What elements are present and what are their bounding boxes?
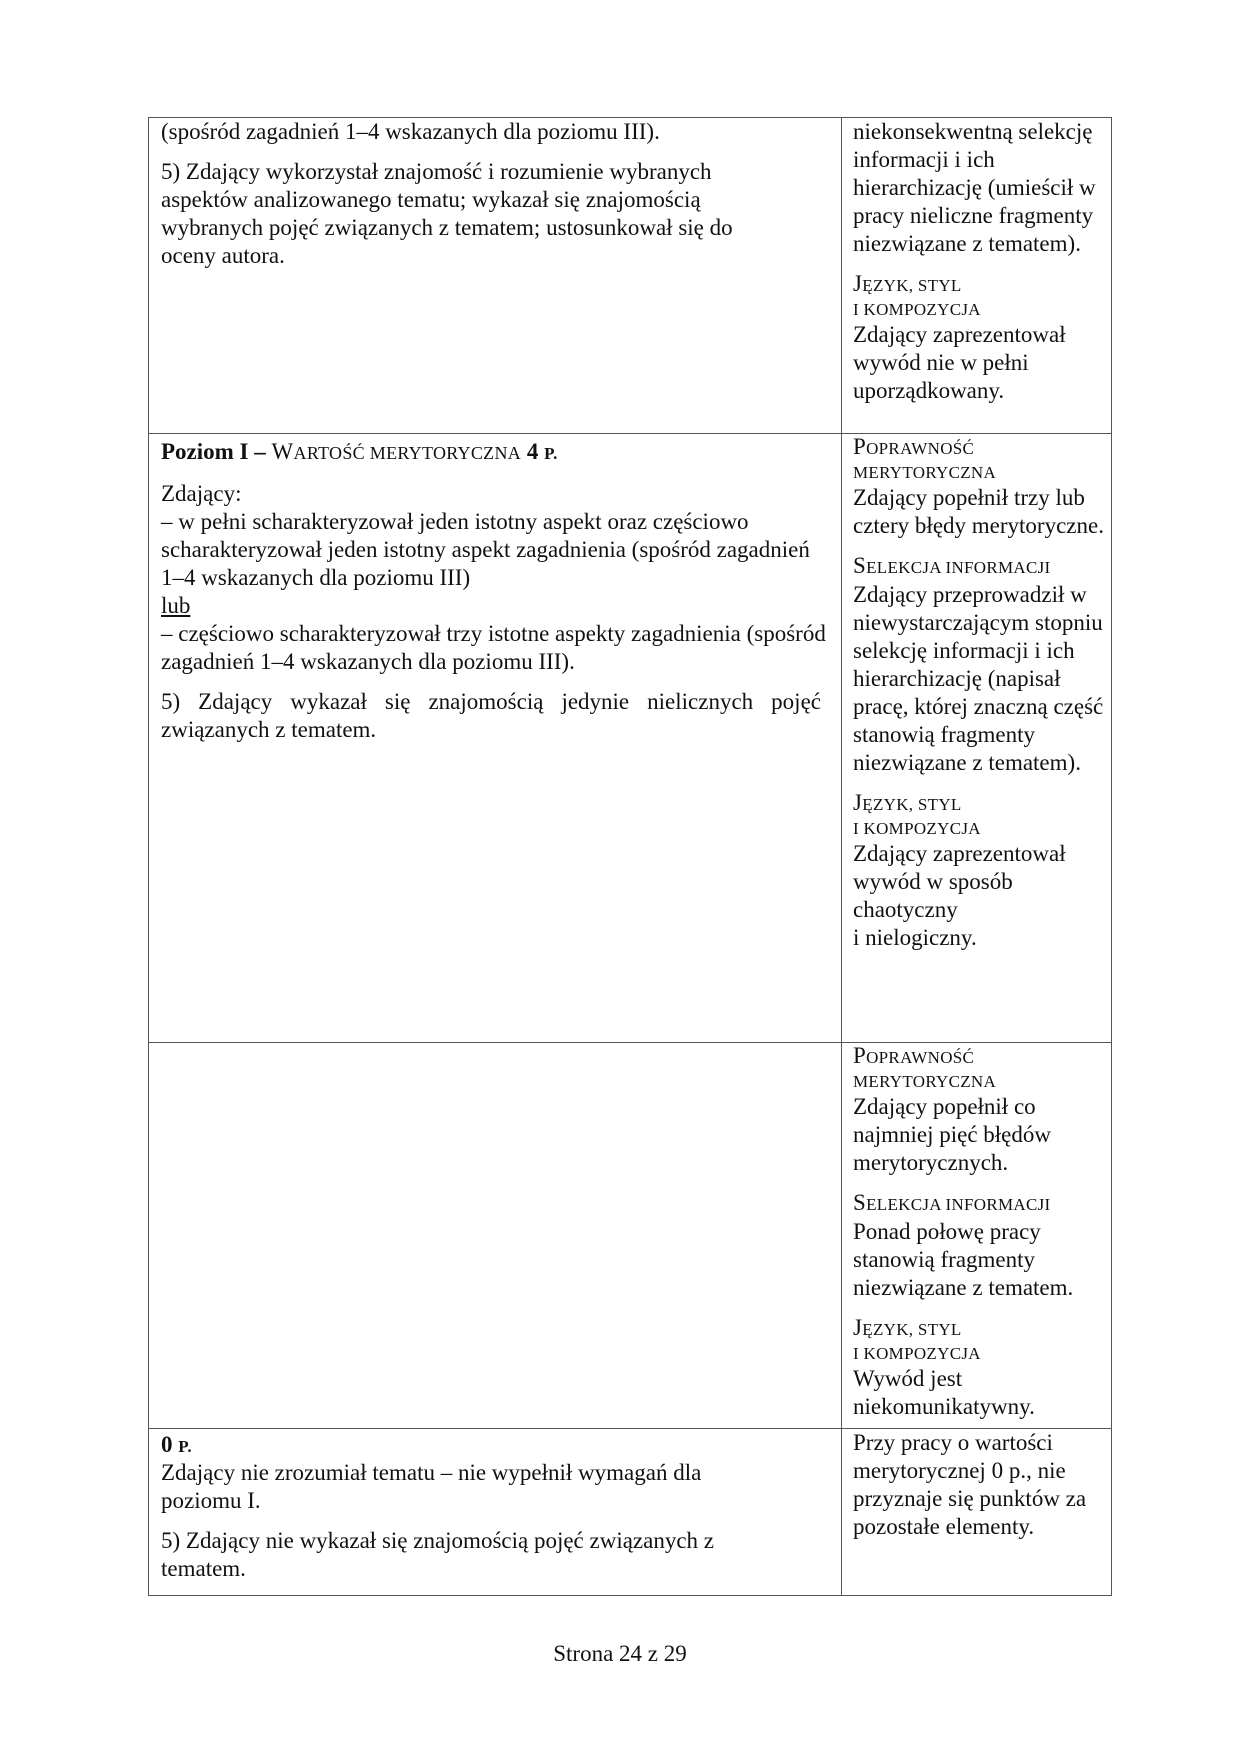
bullet: – częściowo scharakteryzował trzy istotne aspekty zagadnienia (spośród zagadnień 1–4 wskazanych dla poziomu III). (161, 621, 826, 674)
paragraph: Zdający zaprezentował wywód w sposób chaotyczny (853, 841, 1066, 922)
bullet: – w pełni scharakteryzował jeden istotny aspekt oraz częściowo scharakteryzował jeden istotny aspekt zagadnienia (spośród zagadnień 1–4 wskazanych dla poziomu III) (161, 509, 810, 590)
section-heading (853, 1043, 1109, 1093)
heading-line: JĘZYK, STYL (853, 790, 962, 815)
paragraph: Zdający popełnił trzy lub cztery błędy merytoryczne. (853, 485, 1104, 538)
table-row (149, 1429, 1112, 1596)
criteria-cell-empty (149, 1043, 842, 1429)
criteria-cell (149, 118, 842, 434)
paragraph: Ponad połowę pracy stanowią fragmenty niezwiązane z tematem. (853, 1219, 1074, 1300)
page-footer: Strona 24 z 29 (553, 1641, 687, 1666)
criteria-table (148, 117, 1112, 1596)
heading-line: JĘZYK, STYL (853, 1315, 962, 1340)
heading-line: MERYTORYCZNA (853, 463, 997, 482)
connector: lub (161, 593, 191, 618)
assessment-cell (842, 1043, 1112, 1429)
assessment-cell (842, 434, 1112, 1043)
paragraph: 5) Zdający wykorzystał znajomość i rozumienie wybranych aspektów analizowanego tematu; wykazał się znajomością wybranych pojęć związanych z tematem; ustosunkował się do oceny autora. (161, 159, 733, 268)
paragraph: i nielogiczny. (853, 925, 977, 950)
table-row (149, 1043, 1112, 1429)
section-heading: SELEKCJA INFORMACJI (853, 1190, 1051, 1215)
table-row (149, 434, 1112, 1043)
heading-line: JĘZYK, STYL (853, 271, 962, 296)
level-points-unit: P. (544, 444, 558, 463)
paragraph: 5) Zdający nie wykazał się znajomością pojęć związanych z tematem. (161, 1528, 715, 1581)
paragraph: Wywód jest niekomunikatywny. (853, 1366, 1035, 1419)
level-heading (161, 438, 833, 466)
level-points: 0 (161, 1432, 173, 1457)
section-heading: SELEKCJA INFORMACJI (853, 553, 1051, 578)
paragraph: Zdający: (161, 481, 242, 506)
paragraph: niekonsekwentną selekcję informacji i ich hierarchizację (umieścił w pracy nieliczne fragmenty niezwiązane z tematem). (853, 119, 1096, 256)
section-heading (853, 789, 1109, 840)
section-heading (853, 270, 1109, 321)
heading-line: I KOMPOZYCJA (853, 819, 981, 838)
level-label: Poziom I – (161, 439, 266, 464)
assessment-cell (842, 1429, 1112, 1596)
paragraph: Zdający przeprowadził w niewystarczającym stopniu selekcję informacji i ich hierarchizację (napisał pracę, której znaczną część stanowią fragmenty niezwiązane z tematem). (853, 582, 1104, 775)
level-points: 4 (526, 439, 539, 464)
heading-line: MERYTORYCZNA (853, 1072, 997, 1091)
criteria-cell (149, 1429, 842, 1596)
assessment-cell (842, 118, 1112, 434)
heading-line: I KOMPOZYCJA (853, 1344, 981, 1363)
paragraph: Zdający popełnił co najmniej pięć błędów merytorycznych. (853, 1094, 1051, 1175)
table-row (149, 118, 1112, 434)
heading-line: POPRAWNOŚĆ (853, 1043, 975, 1068)
criteria-cell (149, 434, 842, 1043)
heading-line: I KOMPOZYCJA (853, 300, 981, 319)
level-heading (161, 1431, 833, 1459)
paragraph: Zdający nie zrozumiał tematu – nie wypełnił wymagań dla poziomu I. (161, 1460, 702, 1513)
level-points-unit: P. (178, 1437, 192, 1456)
section-heading (853, 1314, 1109, 1365)
heading-line: POPRAWNOŚĆ (853, 434, 975, 459)
section-heading (853, 434, 1109, 484)
paragraph: Zdający zaprezentował wywód nie w pełni uporządkowany. (853, 322, 1066, 403)
level-category: WARTOŚĆ MERYTORYCZNA (271, 439, 522, 464)
paragraph: Przy pracy o wartości merytorycznej 0 p., nie przyznaje się punktów za pozostałe elementy. (853, 1430, 1087, 1539)
paragraph: 5) Zdający wykazał się znajomością jedynie nielicznych pojęć związanych z tematem. (161, 689, 821, 742)
paragraph: (spośród zagadnień 1–4 wskazanych dla poziomu III). (161, 119, 660, 144)
